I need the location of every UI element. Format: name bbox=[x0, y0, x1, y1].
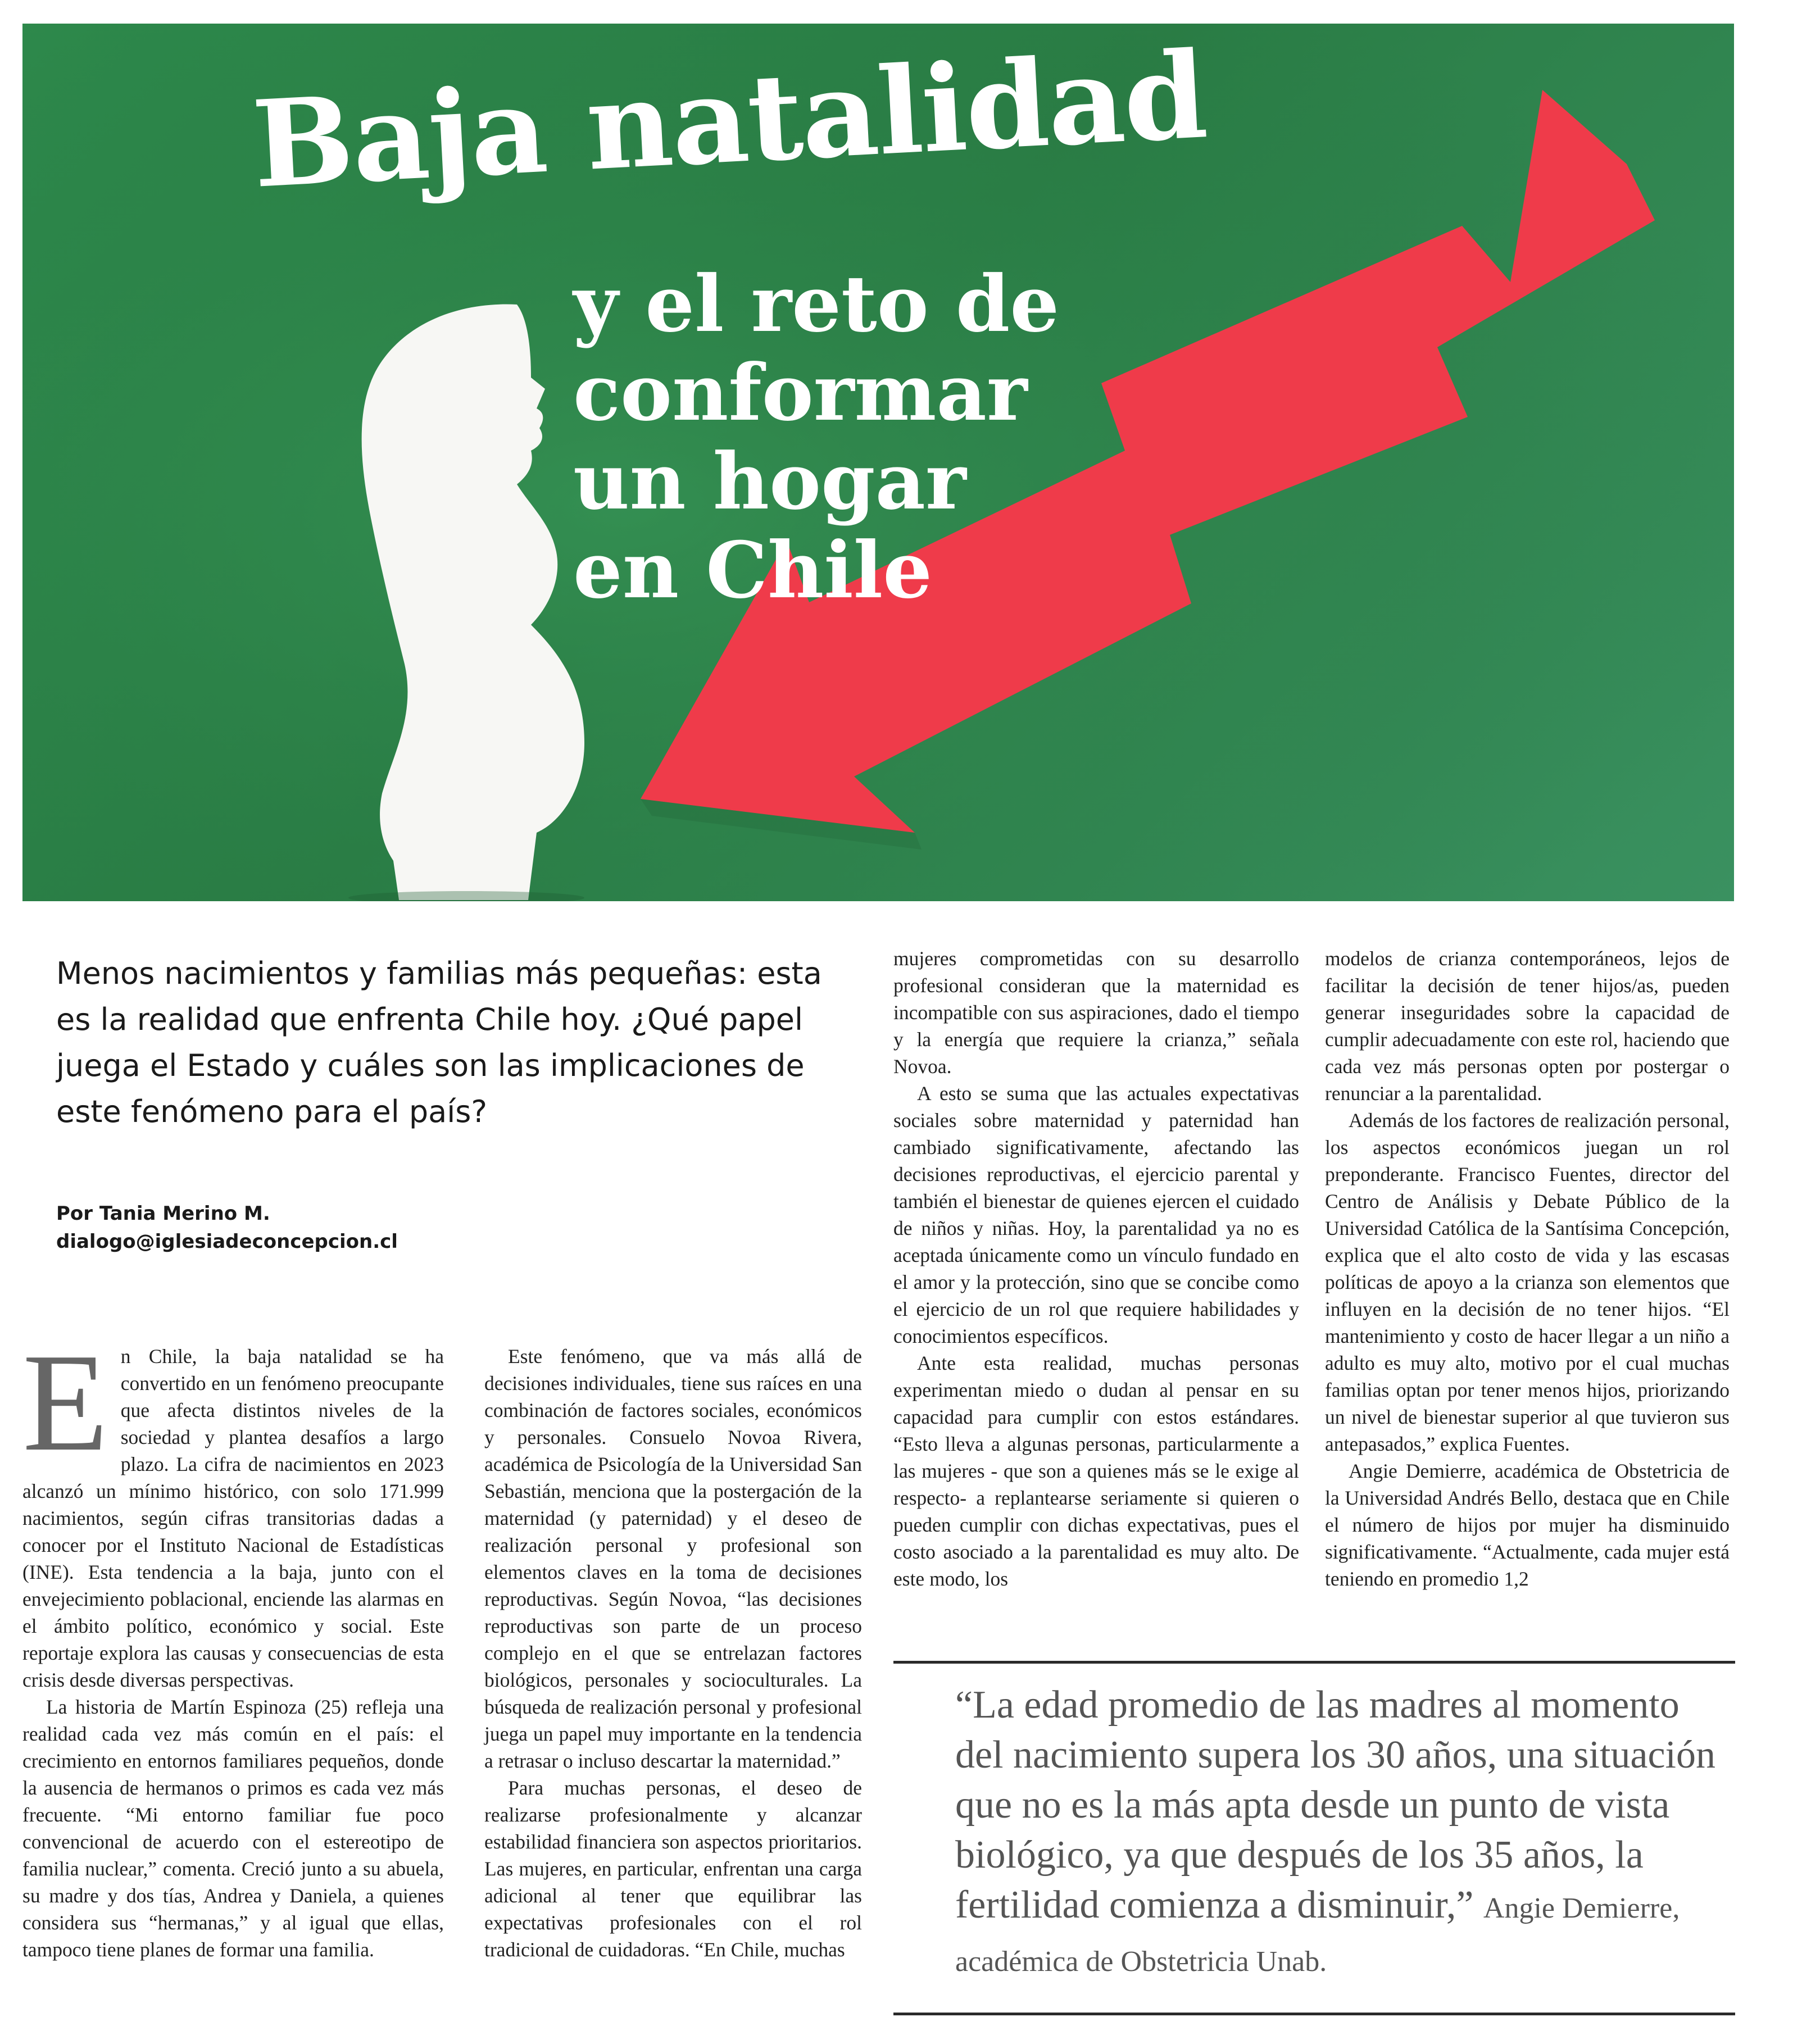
article-paragraph: A esto se suma que las actuales expectativas sociales sobre maternidad y paternidad han cambiado significativamente, afectando las decisiones reproductivas, el ejercicio parental y también el bienestar de quienes ejercen el cuidado de niños y niñas. Hoy, la parentalidad ya no es aceptada únicamente como un vínculo fundado en el amor y la protección, sino que se concibe como el ejercicio de un rol que requiere habilidades y conocimientos específicos. bbox=[893, 1082, 1299, 1347]
article-paragraph: mujeres comprometidas con su desarrollo profesional consideran que la maternidad es incompatible con sus aspiraciones, dado el tiempo y la energía que requiere la crianza,” señala Novoa. bbox=[893, 947, 1299, 1078]
article-column-2 bbox=[484, 1343, 862, 1963]
article-paragraph: modelos de crianza contemporáneos, lejos de facilitar la decisión de tener hijos/as, pueden generar inseguridades sobre la capacidad de cumplir adecuadamente con este rol, haciendo que cada vez más personas opten por postergar o renunciar a la parentalidad. bbox=[1325, 947, 1730, 1105]
article-column-3 bbox=[893, 945, 1299, 1592]
article-paragraph: Angie Demierre, académica de Obstetricia de la Universidad Andrés Bello, destaca que en Chile el número de hijos por mujer ha disminuido significativamente. “Actualmente, cada mujer está teniendo en promedio 1,2 bbox=[1325, 1460, 1730, 1590]
pullquote-attribution: Angie Demierre, académica de Obstetricia Unab. bbox=[955, 1892, 1680, 1978]
article-column-4 bbox=[1325, 945, 1730, 1592]
byline bbox=[56, 1200, 618, 1256]
hero-image bbox=[22, 24, 1734, 901]
subheadline bbox=[573, 260, 1135, 615]
pullquote-text: “La edad promedio de las madres al momento del nacimiento supera los 30 años, una situación que no es la más apta desde un punto de vista biológico, ya que después de los 35 años, la fertilidad comienza a disminuir,” bbox=[955, 1683, 1716, 1927]
byline-email[interactable]: dialogo@iglesiadeconcepcion.cl bbox=[56, 1230, 398, 1253]
headline: Baja natalidad bbox=[249, 25, 1210, 215]
article-paragraph: La historia de Martín Espinoza (25) refleja una realidad cada vez más común en el país: el crecimiento en entornos familiares pequeños, donde la ausencia de hermanos o primos es cada vez más frecuente. “Mi entorno familiar fue poco convencional de acuerdo con el estereotipo de familia nuclear,” comenta. Creció junto a su abuela, su madre y dos tías, Andrea y Daniela, a quienes considera sus “hermanas,” y al igual que ellas, tampoco tiene planes de formar una familia. bbox=[22, 1696, 444, 1961]
article-paragraph: En Chile, la baja natalidad se ha convertido en un fenómeno preocupante que afecta distintos niveles de la sociedad y plantea desafíos a largo plazo. La cifra de nacimientos en 2023 alcanzó un mínimo histórico, con solo 171.999 nacimientos, según cifras transitorias dadas a conocer por el Instituto Nacional de Estadísticas (INE). Esta tendencia a la baja, junto con el envejecimiento poblacional, enciende las alarmas en el ámbito político, económico y social. Este reportaje explora las causas y consecuencias de esta crisis desde diversas perspectivas. bbox=[22, 1325, 444, 1691]
subheadline-line: en Chile bbox=[573, 524, 932, 616]
article-paragraph: Para muchas personas, el deseo de realizarse profesionalmente y alcanzar estabilidad financiera son aspectos prioritarios. Las mujeres, en particular, enfrentan una carga adicional al tener que equilibrar las expectativas profesionales con el rol tradicional de cuidadoras. “En Chile, muchas bbox=[484, 1777, 862, 1961]
subheadline-line: conformar bbox=[573, 347, 1028, 438]
drop-cap: E bbox=[22, 1325, 108, 1480]
pullquote-bottom-rule bbox=[893, 2013, 1735, 2015]
subheadline-line: y el reto de bbox=[573, 258, 1060, 349]
pullquote bbox=[955, 1680, 1719, 1987]
article-paragraph: Ante esta realidad, muchas personas experimentan miedo o dudan al pensar en su capacidad para cumplir con estos estándares. “Esto lleva a algunas personas, particularmente a las mujeres - que son a quienes más se le exige al respecto- a replantearse seriamente si quieren o pueden cumplir con dichas expectativas, pues el costo asociado a la parentalidad es muy alto. De este modo, los bbox=[893, 1352, 1299, 1590]
article-deck: Menos nacimientos y familias más pequeñas: esta es la realidad que enfrenta Chile hoy. ¿Qué papel juega el Estado y cuáles son las implicaciones de este fenómeno para el país? bbox=[56, 956, 822, 1129]
article-paragraph: Además de los factores de realización personal, los aspectos económicos juegan un rol preponderante. Francisco Fuentes, director del Centro de Análisis y Debate Público de la Universidad Católica de la Santísima Concepción, explica que el alto costo de vida y las escasas políticas de apoyo a la crianza son elementos que influyen en la decisión de no tener hijos. “El mantenimiento y costo de hacer llegar a un niño a adulto es muy alto, motivo por el cual muchas familias optan por tener menos hijos, priorizando un nivel de bienestar superior al que tuvieron sus antepasados,” explica Fuentes. bbox=[1325, 1109, 1730, 1455]
byline-author: Por Tania Merino M. bbox=[56, 1202, 270, 1225]
article-column-1 bbox=[22, 1325, 444, 1963]
pullquote-top-rule bbox=[893, 1661, 1735, 1664]
subheadline-line: un hogar bbox=[573, 435, 966, 527]
article-paragraph: Este fenómeno, que va más allá de decisiones individuales, tiene sus raíces en una combinación de factores sociales, económicos y personales. Consuelo Novoa Rivera, académica de Psicología de la Universidad San Sebastián, menciona que la postergación de la maternidad (y paternidad) y el deseo de realización personal y profesional son elementos claves en la toma de decisiones reproductivas. Según Novoa, “las decisiones reproductivas son parte de un proceso complejo en el que se entrelazan factores biológicos, personales y socioculturales. La búsqueda de realización personal y profesional juega un papel muy importante en la tendencia a retrasar o incluso descartar la maternidad.” bbox=[484, 1345, 862, 1772]
